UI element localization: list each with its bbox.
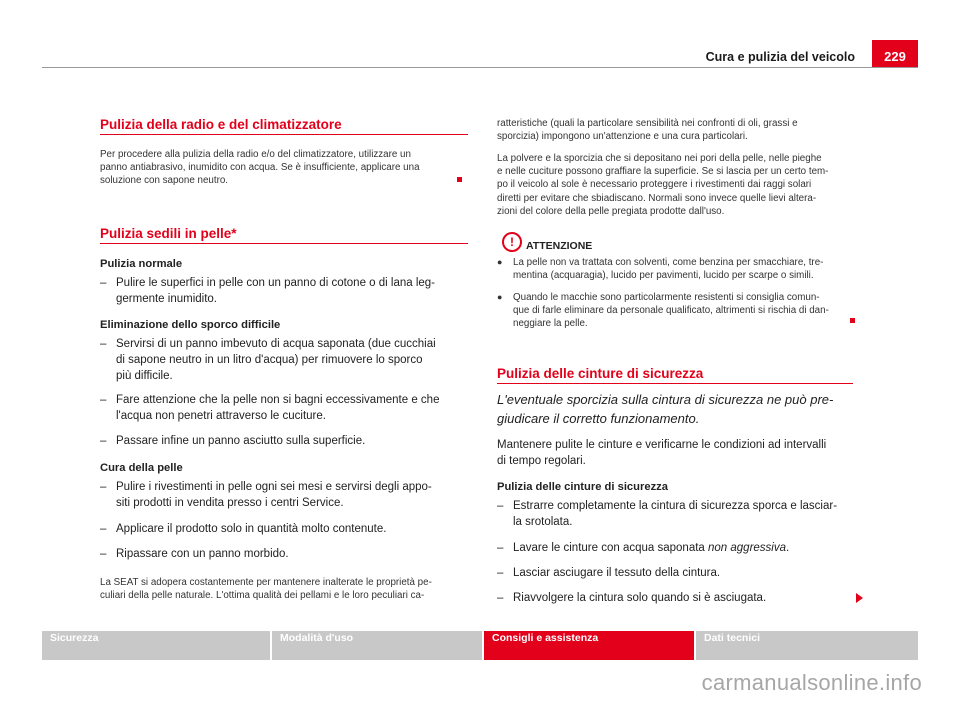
dash-marker: – xyxy=(100,523,107,535)
bullet-dot: ● xyxy=(497,292,503,302)
section-end-marker xyxy=(457,177,462,182)
tab-modalita-uso[interactable]: Modalità d'uso xyxy=(272,631,482,660)
intro-line: L'eventuale sporcizia sulla cintura di sicurezza ne può pre- xyxy=(497,392,834,407)
section-rule-radio xyxy=(100,134,468,135)
tab-consigli-assistenza[interactable]: Consigli e assistenza xyxy=(484,631,694,660)
section-title-leather: Pulizia sedili in pelle* xyxy=(100,226,237,241)
belts-paragraph xyxy=(497,437,853,469)
list-item: – Estrarre completamente la cintura di sicurezza sporca e lasciar- la srotolata. xyxy=(497,500,838,529)
leather-continuation-paragraph xyxy=(497,117,853,143)
warning-icon: ! xyxy=(502,232,522,252)
list-item: – Pulire i rivestimenti in pelle ogni sei mesi e servirsi degli appo- siti prodotti in vendita presso i centri Service. xyxy=(100,481,432,510)
list-item: – Servirsi di un panno imbevuto di acqua saponata (due cucchiai di sapone neutro in un litro d'acqua) per rimuovere lo sporco più difficile. xyxy=(100,338,436,383)
paragraph-line: zioni del colore della pelle pregiata prodotte dall'uso. xyxy=(497,205,725,217)
list-item: – Lavare le cinture con acqua saponata non aggressiva. xyxy=(497,540,853,556)
section-title-radio: Pulizia della radio e del climatizzatore xyxy=(100,117,342,132)
warning-bullet: ● La pelle non va trattata con solventi, come benzina per smacchiare, tre- mentina (acquaragia), lucido per pavimenti, lucido per scarpe o simili. xyxy=(497,257,824,282)
dash-marker: – xyxy=(100,277,107,289)
warning-title: ATTENZIONE xyxy=(526,240,593,252)
dash-marker: – xyxy=(100,435,107,447)
radio-line: soluzione con sapone neutro. xyxy=(100,175,228,187)
warning-bullet: ● Quando le macchie sono particolarmente resistenti si consiglia comun- que di farle eliminare da personale qualificato, altrimenti si rischia di dan- neggiare la pelle. xyxy=(497,292,829,330)
dash-marker: – xyxy=(100,548,107,560)
page-header-title: Cura e pulizia del veicolo xyxy=(705,50,855,64)
tab-dati-tecnici[interactable]: Dati tecnici xyxy=(696,631,918,660)
intro-line: giudicare il corretto funzionamento. xyxy=(497,410,700,426)
paragraph-line: Mantenere pulite le cinture e verificarne le condizioni ad intervalli xyxy=(497,439,827,451)
dust-paragraph xyxy=(497,152,853,218)
tab-sicurezza[interactable]: Sicurezza xyxy=(42,631,270,660)
dash-marker: – xyxy=(497,592,504,604)
section-end-marker xyxy=(850,318,855,323)
note-line: culiari della pelle naturale. L'ottima qualità dei pellami e le loro peculiari ca- xyxy=(100,590,425,602)
list-item: – Riavvolgere la cintura solo quando si è asciugata. xyxy=(497,590,853,606)
radio-paragraph xyxy=(100,148,468,188)
page-number-badge: 229 xyxy=(872,40,918,68)
subheading-difficult-dirt: Eliminazione dello sporco difficile xyxy=(100,319,281,331)
dash-marker: – xyxy=(497,542,504,554)
list-item: – Passare infine un panno asciutto sulla superficie. xyxy=(100,433,468,449)
belts-intro xyxy=(497,391,853,428)
section-rule-leather xyxy=(100,243,468,244)
section-title-belts: Pulizia delle cinture di sicurezza xyxy=(497,366,704,381)
list-item: – Lasciar asciugare il tessuto della cintura. xyxy=(497,565,853,581)
footer-tab-bar xyxy=(42,631,918,660)
dash-marker: – xyxy=(100,338,107,350)
header-rule xyxy=(42,67,918,68)
bullet-dot: ● xyxy=(497,257,503,267)
radio-line: Per procedere alla pulizia della radio e/o del climatizzatore, utilizzare un xyxy=(100,149,411,160)
radio-line: panno antiabrasivo, inumidito con acqua. Se è insufficiente, applicare una xyxy=(100,162,420,174)
subheading-normal-cleaning: Pulizia normale xyxy=(100,258,183,270)
paragraph-line: ratteristiche (quali la particolare sensibilità nei confronti di oli, grassi e xyxy=(497,118,798,129)
watermark: carmanualsonline.info xyxy=(701,670,922,695)
dash-marker: – xyxy=(497,500,504,512)
list-item: – Ripassare con un panno morbido. xyxy=(100,546,468,562)
subheading-belt-cleaning: Pulizia delle cinture di sicurezza xyxy=(497,481,668,493)
list-item: – Fare attenzione che la pelle non si bagni eccessivamente e che l'acqua non penetri attraverso le cuciture. xyxy=(100,394,440,423)
dash-marker: – xyxy=(497,567,504,579)
paragraph-line: diretti per evitare che sbiadiscano. Normali sono invece quelle lievi altera- xyxy=(497,192,817,204)
subheading-leather-care: Cura della pelle xyxy=(100,462,183,474)
paragraph-line: di tempo regolari. xyxy=(497,455,586,468)
paragraph-line: La polvere e la sporcizia che si depositano nei pori della pelle, nelle pieghe xyxy=(497,153,822,164)
paragraph-line: po il veicolo al sole è necessario proteggere i rivestimenti dai raggi solari xyxy=(497,179,812,191)
section-rule-belts xyxy=(497,383,853,384)
leather-note xyxy=(100,576,468,602)
list-item: – Pulire le superfici in pelle con un panno di cotone o di lana leg- germente inumidito. xyxy=(100,277,436,306)
note-line: La SEAT si adopera costantemente per mantenere inalterate le proprietà pe- xyxy=(100,577,432,588)
list-item: – Applicare il prodotto solo in quantità molto contenute. xyxy=(100,521,468,537)
paragraph-line: sporcizia) impongono un'attenzione e una cura particolari. xyxy=(497,131,748,143)
dash-marker: – xyxy=(100,394,107,406)
paragraph-line: e nelle cuciture possono graffiare la superficie. Se si lascia per un certo tem- xyxy=(497,166,829,178)
continue-arrow-icon xyxy=(856,593,863,603)
dash-marker: – xyxy=(100,481,107,493)
emphasis-text: non aggressiva xyxy=(708,542,786,554)
